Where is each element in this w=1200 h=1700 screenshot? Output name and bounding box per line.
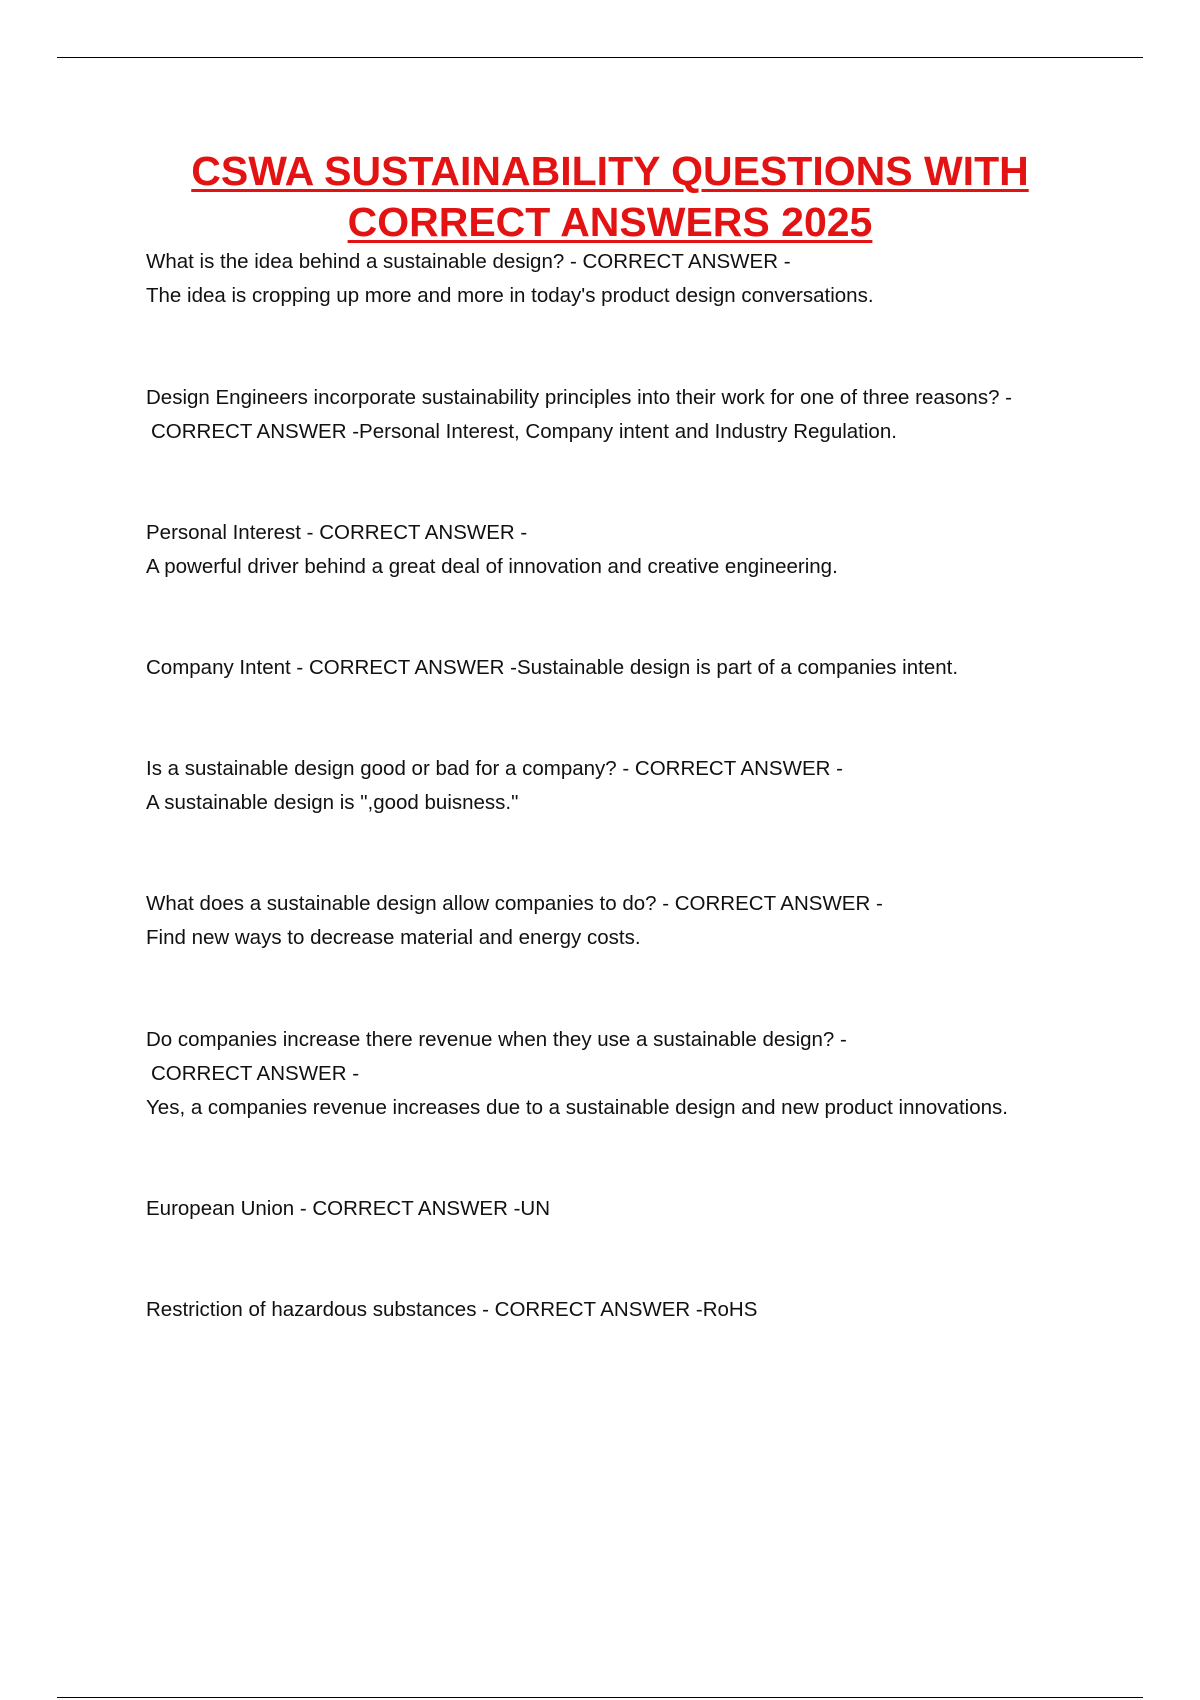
qa-item [146,1192,1106,1226]
question-text: Design Engineers incorporate sustainability principles into their work for one of three reasons? - [146,386,1013,409]
document-title [110,146,1110,248]
question-text: Personal Interest - CORRECT ANSWER - [146,521,528,544]
question-text: Restriction of hazardous substances - CORRECT ANSWER -RoHS [146,1298,758,1321]
qa-item [146,752,1106,820]
qa-item [146,887,1106,955]
qa-item [146,245,1106,313]
title-line-1: CSWA SUSTAINABILITY QUESTIONS WITH [191,148,1029,194]
answer-text: CORRECT ANSWER -Personal Interest, Company intent and Industry Regulation. [151,420,897,443]
answer-text: The idea is cropping up more and more in today's product design conversations. [146,284,874,307]
answer-text: Yes, a companies revenue increases due to a sustainable design and new product innovations. [146,1096,1008,1119]
qa-item [146,1023,1106,1125]
question-text: Do companies increase there revenue when they use a sustainable design? - [146,1028,847,1051]
answer-label: CORRECT ANSWER - [151,1062,360,1085]
answer-text: Find new ways to decrease material and energy costs. [146,926,641,949]
question-text: What is the idea behind a sustainable design? - CORRECT ANSWER - [146,250,791,273]
qa-item [146,516,1106,584]
question-text: Company Intent - CORRECT ANSWER -Sustainable design is part of a companies intent. [146,656,959,679]
answer-text: A powerful driver behind a great deal of innovation and creative engineering. [146,555,838,578]
question-text: Is a sustainable design good or bad for a company? - CORRECT ANSWER - [146,757,843,780]
answer-text: A sustainable design is ",good buisness." [146,791,519,814]
qa-item [146,381,1106,449]
title-line-2: CORRECT ANSWERS 2025 [347,199,873,245]
question-text: European Union - CORRECT ANSWER -UN [146,1197,551,1220]
qa-item [146,1293,1106,1327]
bottom-rule [57,1697,1143,1698]
question-text: What does a sustainable design allow companies to do? - CORRECT ANSWER - [146,892,883,915]
top-rule [57,57,1143,58]
qa-item [146,651,1106,685]
